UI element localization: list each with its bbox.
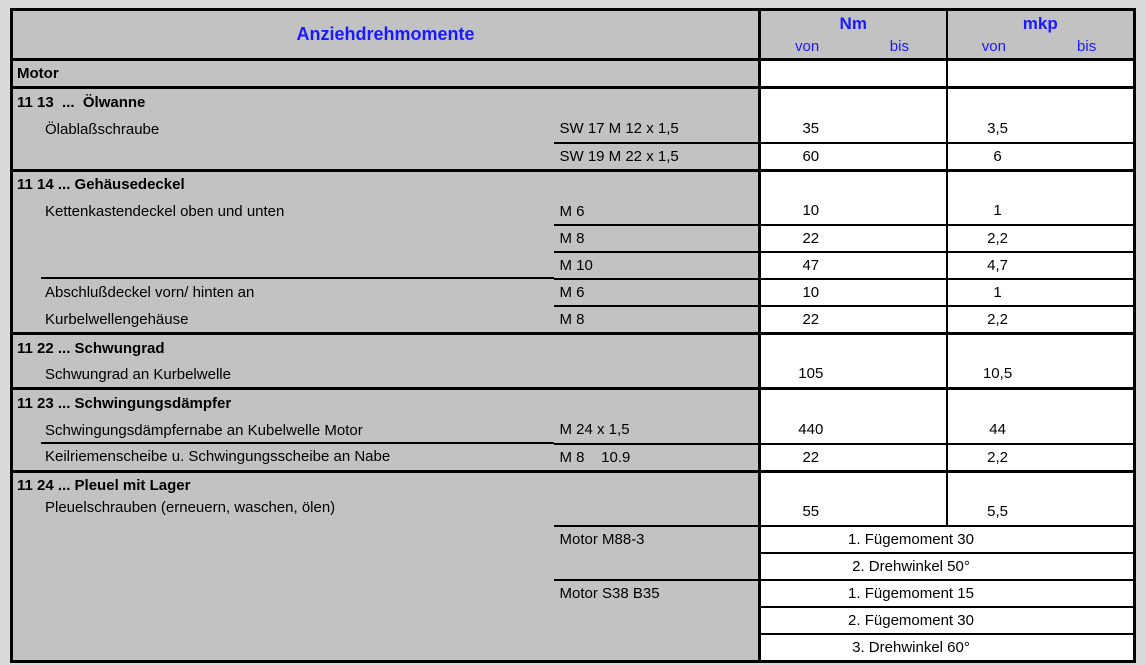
row-desc <box>12 252 554 279</box>
row-spec: M 8 <box>559 311 585 328</box>
row-spec: M 24 x 1,5 <box>554 417 760 444</box>
nm-value-cell <box>760 306 947 334</box>
row-spec: M 8 <box>554 225 760 252</box>
section-title-11-24: 11 24 ... Pleuel mit Lager <box>12 471 760 499</box>
mkp-von-label: von <box>981 37 1006 55</box>
mkp-value: 2,2 <box>987 230 1008 247</box>
section-title-11-13: 11 13 ... Ölwanne <box>12 88 760 116</box>
mkp-value-cell <box>947 306 1135 334</box>
table-title: Anziehdrehmomente <box>296 24 475 44</box>
row-desc <box>12 225 554 252</box>
nm-value-cell <box>760 444 947 472</box>
motor-variant-text: Motor M88-3 <box>559 531 645 548</box>
nm-value: 22 <box>802 448 820 466</box>
nm-value-cell <box>760 389 947 444</box>
row-desc: Abschlußdeckel vorn/ hinten an <box>45 284 255 301</box>
row-desc: Kurbelwellengehäuse <box>45 310 189 328</box>
mkp-bis-label: bis <box>1077 37 1097 55</box>
mkp-value: 2,2 <box>987 448 1008 466</box>
nm-von-label: von <box>795 37 820 55</box>
mkp-value-cell <box>947 143 1135 171</box>
section-title-11-14: 11 14 ... Gehäusedeckel <box>12 170 760 198</box>
nm-value-cell <box>760 143 947 171</box>
nm-value-cell <box>760 170 947 225</box>
row-desc: Kettenkastendeckel oben und unten <box>45 203 285 220</box>
row-desc: Schwingungsdämpfernabe an Kubelwelle Motor <box>12 417 554 444</box>
nm-bis-label: bis <box>889 37 909 55</box>
nm-value-cell <box>760 471 947 526</box>
nm-von-bis-row <box>761 36 946 58</box>
row-desc <box>12 143 554 171</box>
section-title-11-22: 11 22 ... Schwungrad <box>12 334 760 362</box>
mkp-value: 1 <box>993 284 1002 301</box>
nm-value: 47 <box>802 257 820 274</box>
mkp-value-cell <box>947 225 1135 252</box>
row-spec: M 6 <box>554 279 760 306</box>
mkp-unit-label: mkp <box>1022 13 1058 33</box>
nm-column-header <box>760 10 947 60</box>
nm-value: 35 <box>802 119 820 137</box>
torque-step-cell: 2. Drehwinkel 50° <box>760 553 1135 580</box>
mkp-von-bis-row <box>948 36 1134 58</box>
mkp-value-cell <box>947 389 1135 444</box>
nm-value-cell <box>760 225 947 252</box>
nm-value: 55 <box>802 503 820 520</box>
mkp-value-cell <box>947 334 1135 389</box>
mkp-value-cell <box>947 279 1135 306</box>
row-spec: M 10 <box>554 252 760 279</box>
mkp-value: 2,2 <box>987 311 1008 328</box>
nm-value: 105 <box>798 365 824 382</box>
nm-value: 22 <box>802 311 820 328</box>
row-desc: Pleuelschrauben (erneuern, waschen, ölen) <box>45 499 336 516</box>
mkp-value: 3,5 <box>987 119 1008 137</box>
motor-mkp-cell <box>947 60 1135 88</box>
nm-value: 10 <box>802 202 820 219</box>
mkp-value-cell <box>947 444 1135 472</box>
nm-value-cell <box>760 279 947 306</box>
section-title-11-23: 11 23 ... Schwingungsdämpfer <box>12 389 760 417</box>
nm-value: 22 <box>802 230 820 247</box>
row-spec: SW 17 M 12 x 1,5 <box>554 116 760 143</box>
nm-value: 10 <box>802 284 820 301</box>
mkp-value: 1 <box>993 202 1002 219</box>
mkp-value-cell <box>947 471 1135 526</box>
motor-variant-text: Motor S38 B35 <box>559 585 660 602</box>
torque-table <box>10 8 1136 663</box>
torque-step-cell: 1. Fügemoment 30 <box>760 526 1135 553</box>
mkp-value: 44 <box>989 420 1006 438</box>
mkp-value: 6 <box>993 147 1002 165</box>
mkp-value: 10,5 <box>982 365 1013 382</box>
row-spec <box>554 499 760 526</box>
row-spec: M 6 <box>554 198 760 225</box>
row-desc: Ölablaßschraube <box>45 120 160 138</box>
torque-step-cell: 2. Fügemoment 30 <box>760 607 1135 634</box>
nm-value-cell <box>760 334 947 389</box>
mkp-value-cell <box>947 88 1135 143</box>
mkp-value-cell <box>947 252 1135 279</box>
nm-value-cell <box>760 88 947 143</box>
motor-group-label: Motor <box>12 60 760 88</box>
nm-value: 440 <box>798 420 824 438</box>
motor-nm-cell <box>760 60 947 88</box>
nm-value-cell <box>760 252 947 279</box>
torque-step-cell: 3. Drehwinkel 60° <box>760 634 1135 661</box>
row-spec: SW 19 M 22 x 1,5 <box>559 147 679 165</box>
mkp-value: 4,7 <box>987 257 1008 274</box>
nm-unit-label: Nm <box>839 13 867 33</box>
motor-variant-label <box>554 580 760 661</box>
nm-value: 60 <box>802 147 820 165</box>
row-desc: Keilriemenscheibe u. Schwingungsscheibe an Nabe <box>45 448 391 465</box>
row-desc: Schwungrad an Kurbelwelle <box>45 365 231 383</box>
motor-variant-label <box>554 526 760 580</box>
mkp-value: 5,5 <box>987 503 1008 520</box>
mkp-value-cell <box>947 170 1135 225</box>
mkp-column-header <box>947 10 1135 60</box>
torque-step-cell: 1. Fügemoment 15 <box>760 580 1135 607</box>
row-spec: M 8 10.9 <box>559 448 631 466</box>
